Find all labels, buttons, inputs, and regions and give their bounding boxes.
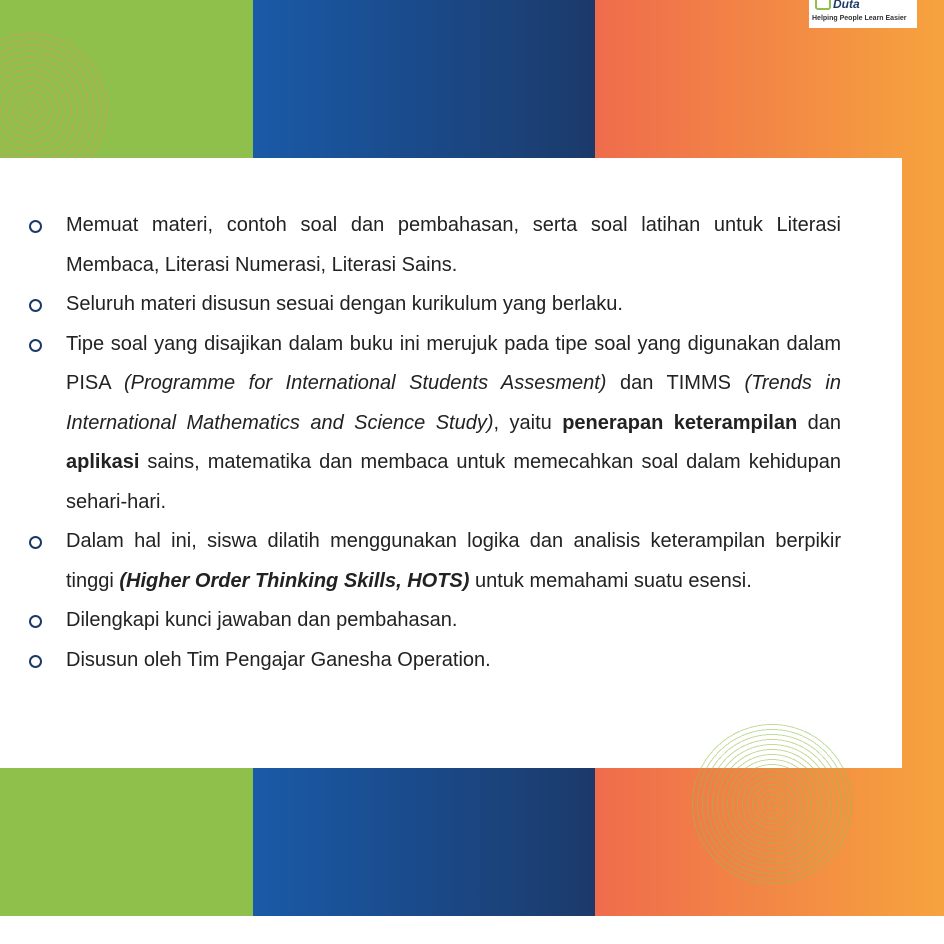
circle-bullet-icon bbox=[29, 655, 42, 668]
list-item-text: aplikasi bbox=[66, 451, 140, 473]
list-item-text: Disusun oleh Tim Pengajar Ganesha Operation. bbox=[66, 648, 491, 671]
list-item-text: dan bbox=[797, 411, 841, 434]
logo-tagline: Helping People Learn Easier bbox=[812, 15, 907, 22]
list-item-text: sains, matematika dan membaca untuk memecahkan soal dalam kehidupan sehari-hari. bbox=[66, 451, 841, 513]
list-item-text: untuk memahami suatu esensi. bbox=[469, 569, 752, 592]
list-item bbox=[66, 601, 841, 641]
list-item-text: (Programme for International Students Assesment) bbox=[124, 372, 607, 394]
publisher-logo bbox=[809, 0, 917, 28]
list-item-text: Dilengkapi kunci jawaban dan pembahasan. bbox=[66, 609, 458, 631]
circle-bullet-icon bbox=[29, 220, 42, 233]
circle-bullet-icon bbox=[29, 339, 42, 352]
list-item-text: (Trends in International Mathematics and Science Study) bbox=[66, 372, 841, 434]
circle-bullet-icon bbox=[29, 536, 42, 549]
circle-bullet-icon bbox=[29, 299, 42, 312]
list-item-text: Memuat materi, contoh soal dan pembahasan, serta soal latihan untuk Literasi Membaca, Literasi Numerasi, Literasi Sains. bbox=[66, 214, 841, 276]
list-item-text: Seluruh materi disusun sesuai dengan kurikulum yang berlaku. bbox=[66, 293, 623, 315]
list-item bbox=[66, 522, 841, 601]
list-item-text: penerapan keterampilan bbox=[562, 411, 798, 434]
list-item-text: , yaitu bbox=[493, 411, 563, 434]
logo-name: Duta bbox=[833, 0, 860, 11]
list-item bbox=[66, 285, 841, 325]
list-item bbox=[66, 206, 841, 285]
list-item-text: Tipe soal yang disajikan dalam buku ini merujuk pada tipe soal yang digunakan dalam PISA bbox=[66, 332, 841, 394]
bottom-blue-band bbox=[253, 768, 595, 916]
bottom-green-band bbox=[0, 768, 253, 916]
concentric-circles-decoration bbox=[688, 720, 856, 888]
list-item bbox=[66, 641, 841, 681]
list-item-text: Dalam hal ini, siswa dilatih menggunakan logika dan analisis keterampilan berpikir tinggi bbox=[66, 530, 841, 592]
feature-list bbox=[66, 206, 841, 680]
list-item bbox=[66, 325, 841, 523]
list-item-text: (Higher Order Thinking Skills, HOTS) bbox=[119, 569, 470, 592]
top-blue-band bbox=[253, 0, 595, 160]
circle-bullet-icon bbox=[29, 615, 42, 628]
list-item-text: dan TIMMS bbox=[606, 372, 745, 394]
logo-mark-icon bbox=[815, 0, 831, 10]
